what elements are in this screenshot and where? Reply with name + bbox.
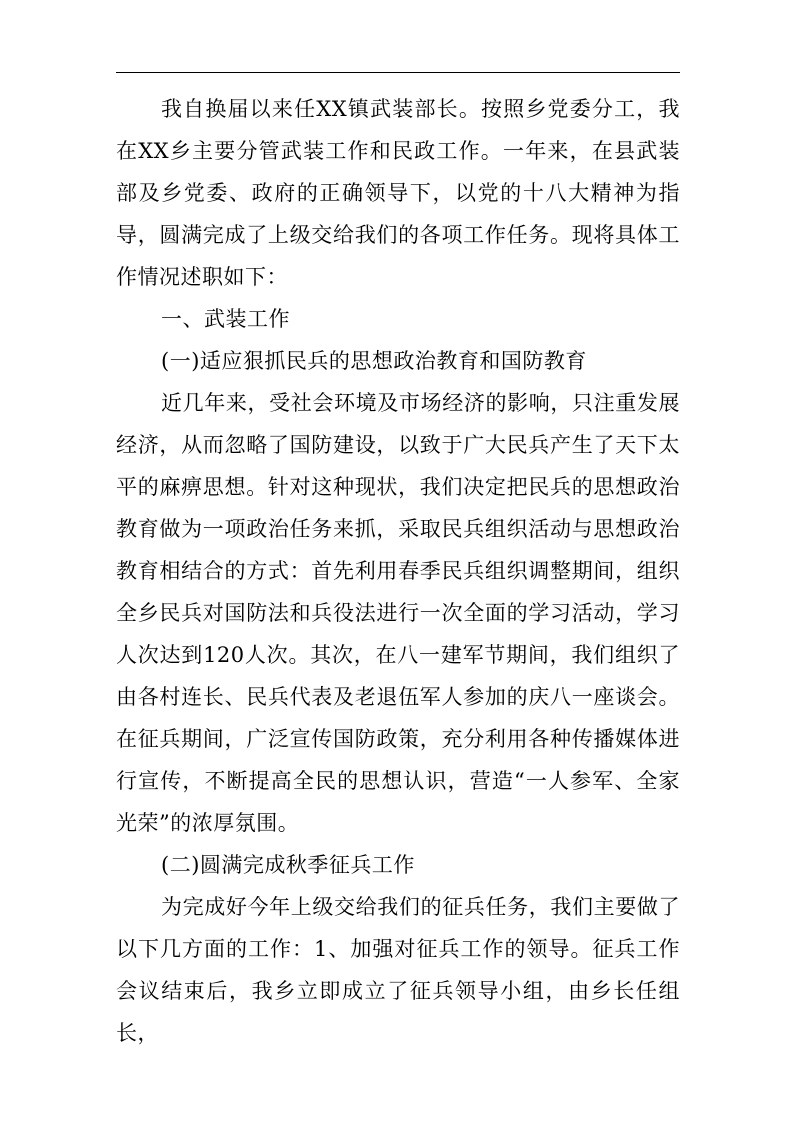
document-body — [116, 88, 680, 1054]
conscription-paragraph: 为完成好今年上级交给我们的征兵任务，我们主要做了以下几方面的工作：1、加强对征兵工作的领导。征兵工作会议结束后，我乡立即成立了征兵领导小组，由乡长任组长， — [116, 895, 680, 1045]
subheading-political-education: (一)适应狠抓民兵的思想政治教育和国防教育 — [161, 349, 587, 373]
section-heading-armed-forces: 一、武装工作 — [161, 307, 290, 331]
subheading-autumn-conscription: (二)圆满完成秋季征兵工作 — [161, 853, 415, 877]
education-paragraph: 近几年来，受社会环境及市场经济的影响，只注重发展经济，从而忽略了国防建设，以致于广大民兵产生了天下太平的麻痹思想。针对这种现状，我们决定把民兵的思想政治教育做为一项政治任务来抓，采取民兵组织活动与思想政治教育相结合的方式：首先利用春季民兵组织调整期间，组织全乡民兵对国防法和兵役法进行一次全面的学习活动，学习人次达到120人次。其次，在八一建军节期间，我们组织了由各村连长、民兵代表及老退伍军人参加的庆八一座谈会。在征兵期间，广泛宣传国防政策，充分利用各种传播媒体进行宣传，不断提高全民的思想认识，营造“一人参军、全家光荣”的浓厚氛围。 — [116, 391, 680, 835]
intro-paragraph: 我自换届以来任XX镇武装部长。按照乡党委分工，我在XX乡主要分管武装工作和民政工作。一年来，在县武装部及乡党委、政府的正确领导下，以党的十八大精神为指导，圆满完成了上级交给我们的各项工作任务。现将具体工作情况述职如下： — [116, 97, 680, 289]
header-rule — [116, 72, 680, 73]
